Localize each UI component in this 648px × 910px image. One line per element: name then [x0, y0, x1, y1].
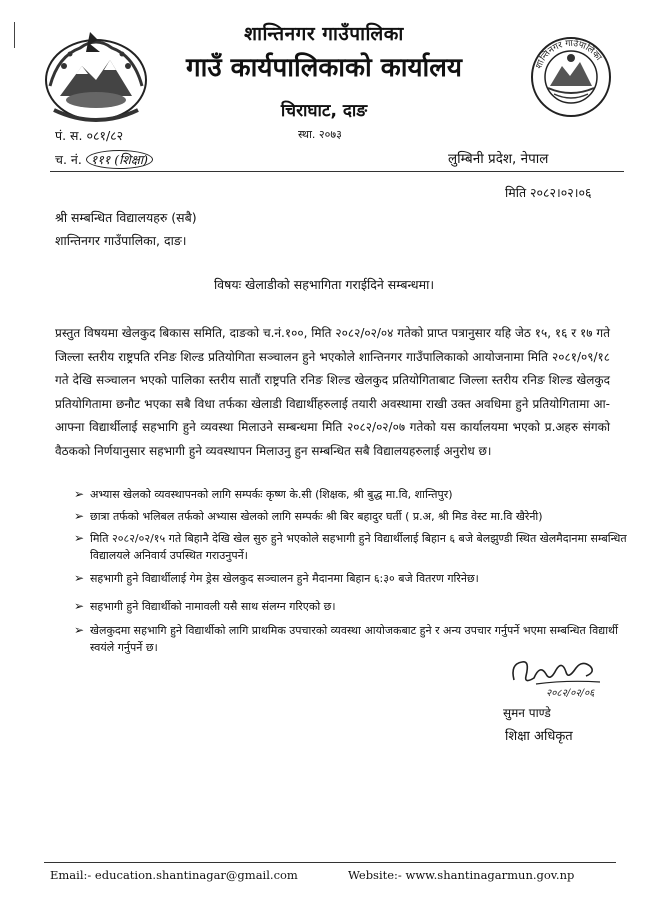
signatory-title: शिक्षा अधिकृत — [505, 729, 573, 744]
instruction-text: सहभागी हुने विद्यार्थीलाई गेम ड्रेस खेलकुद सञ्चालन हुने मैदानमा बिहान ६:३० बजे वितरण गरिनेछ। — [90, 572, 479, 585]
instruction-item — [74, 622, 638, 656]
instruction-text: सहभागी हुने विद्यार्थीको नामावली यसै साथ संलग्न गरिएको छ। — [90, 600, 336, 613]
signature-date: २०८२/०२/०६ — [546, 688, 595, 699]
instruction-item — [74, 530, 638, 564]
instruction-text: मिति २०८२/०२/१५ गते बिहानै देखि खेल सुरु हुने भएकोले सहभागी हुने विद्यार्थीलाई बिहान ६ बजे बेलझुण्डी स्थित खेलमैदानमा सम्बन्धित विद्यालयले अनिवार्य उपस्थित गराउनुपर्ने। — [90, 532, 627, 562]
fiscal-year-ref: पं. स. ०८१/८२ — [55, 128, 124, 143]
instruction-text: छात्रा तर्फको भलिबल तर्फको अभ्यास खेलको लागि सम्पर्कः श्री बिर बहादुर घर्ती ( प्र.अ, श्री मिड वेस्ट मा.वि खैरेनी) — [90, 510, 543, 523]
signatory-name: सुमन पाण्डे — [503, 706, 551, 720]
header-divider — [50, 171, 624, 172]
province-name: लुम्बिनी प्रदेश, नेपाल — [448, 151, 549, 167]
dispatch-handwritten-number: १११ (शिक्षा) — [86, 150, 153, 169]
instruction-text: अभ्यास खेलको व्यवस्थापनको लागि सम्पर्कः कृष्ण के.सी (शिक्षक, श्री बुद्ध मा.वि, शान्तिपुर) — [90, 488, 453, 501]
dispatch-number — [55, 150, 153, 169]
arrow-bullet-icon: ➢ — [74, 531, 85, 545]
footer-website: Website:- www.shantinagarmun.gov.np — [348, 868, 575, 882]
arrow-bullet-icon: ➢ — [74, 509, 85, 523]
arrow-bullet-icon: ➢ — [74, 571, 85, 585]
office-name: गाउँ कार्यपालिकाको कार्यालय — [186, 53, 462, 83]
recipient-line-2: शान्तिनगर गाउँपालिका, दाङ। — [55, 233, 187, 248]
seal-text: शान्तिनगर गाउँपालिका — [534, 38, 604, 71]
dispatch-label: च. नं. — [55, 152, 82, 167]
recipient-line-1: श्री सम्बन्धित विद्यालयहरु (सबै) — [55, 210, 197, 225]
municipality-name: शान्तिनगर गाउँपालिका — [244, 23, 404, 45]
instruction-item — [74, 486, 638, 503]
arrow-bullet-icon: ➢ — [74, 599, 85, 613]
letter-subject: विषयः खेलाडीको सहभागिता गराईदिने सम्बन्धमा। — [213, 277, 435, 292]
letter-body: प्रस्तुत विषयमा खेलकुद बिकास समिति, दाङको च.नं.१००, मिति २०८२/०२/०४ गतेको प्राप्त पत्रानुसार यहि जेठ १५, १६ र १७ गते जिल्ला स्तरीय राष्ट्रपति रनिङ शिल्ड प्रतियोगिता सञ्चालन हुने भएकोले शान्तिनगर गाउँपालिकाको आयोजनामा मिति २०८१/०९/१८ गते देखि सञ्चालन भएको पालिका स्तरीय सातौं राष्ट्रपति रनिङ शिल्ड खेलकुद प्रतियोगिताबाट जिल्ला स्तरीय रनिङ शिल्ड खेलकुद प्रतियोगितामा छनौट भएका सबै विधा तर्फका खेलाडी विद्यार्थीहरुलाई तयारी अवस्थामा राखी उक्त अवधिमा हुने प्रतियोगितामा आ-आफ्ना विद्यार्थीलाई सहभागि हुने व्यवस्था मिलाउने सम्बन्धमा मिति २०८२/०२/०७ गतेको यस कार्यालयमा भएको प्र.अहरु संगको वैठकको निर्णयानुसार सहभागी हुने व्यवस्थापन मिलाउनु हुन सम्बन्धित सबै विद्यालयहरुलाई अनुरोध छ। — [55, 326, 610, 458]
office-location: चिराघाट, दाङ — [280, 101, 368, 121]
footer-divider — [44, 862, 616, 863]
instruction-item — [74, 598, 638, 615]
instruction-item — [74, 508, 638, 525]
instruction-item — [74, 570, 638, 587]
signature-icon — [506, 654, 610, 700]
arrow-bullet-icon: ➢ — [74, 487, 85, 501]
arrow-bullet-icon: ➢ — [74, 623, 85, 637]
established-year: स्था. २०७३ — [298, 128, 342, 141]
instruction-text: खेलकुदमा सहभागि हुने विद्यार्थीको लागि प्राथमिक उपचारको व्यवस्था आयोजकबाट हुने र अन्य उपचार गर्नुपर्ने भएमा सम्बन्धित विद्यार्थी स्वयंले गर्नुपर्ने छ। — [90, 624, 618, 654]
letter-date: मिति २०८२।०२।०६ — [505, 185, 592, 200]
footer-email: Email:- education.shantinagar@gmail.com — [50, 868, 298, 882]
